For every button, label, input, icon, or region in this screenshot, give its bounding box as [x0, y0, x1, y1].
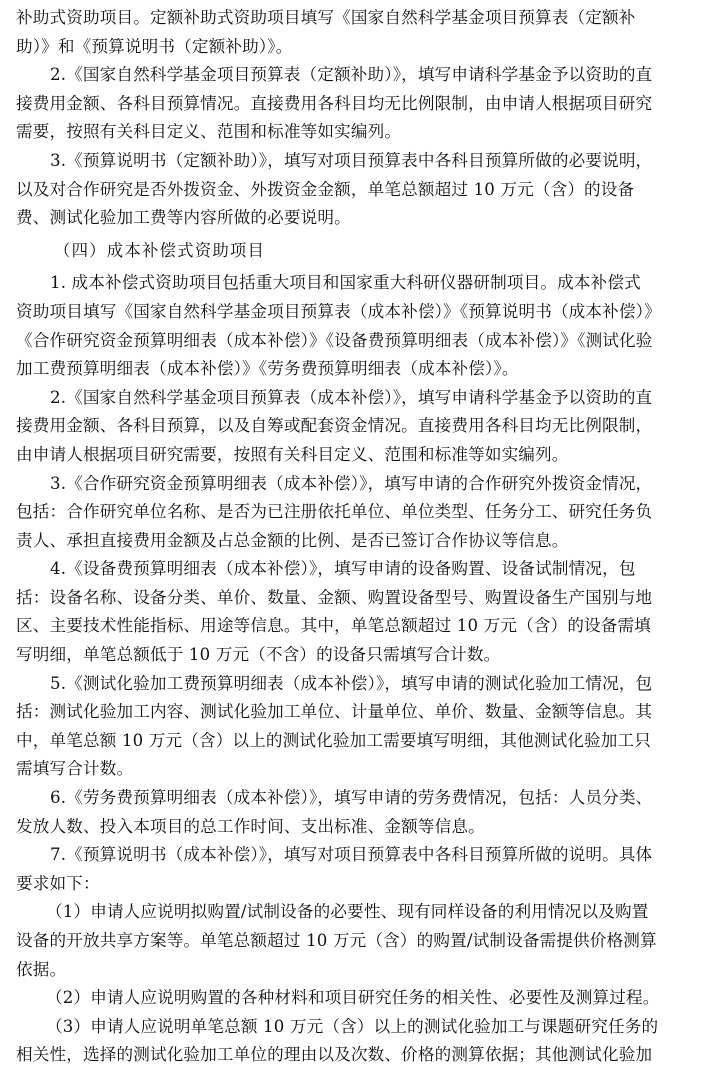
text-line: 助）》和《预算说明书（定额补助）》。 — [16, 36, 293, 56]
text-line: 《合作研究资金预算明细表（成本补偿）》《设备费预算明细表（成本补偿）》《测试化验 — [16, 330, 653, 350]
text-line: 资助项目填写《国家自然科学基金项目预算表（成本补偿）》《预算说明书（成本补偿）》 — [16, 301, 661, 321]
sub-item-2-line: （2）申请人应说明购置的各种材料和项目研究任务的相关性、必要性及测算过程。 — [46, 988, 660, 1008]
sub-item-3-line: （3）申请人应说明单笔总额 10 万元（含）以上的测试化验加工与课题研究任务的 — [46, 1016, 659, 1036]
sub-item-1-line: （1）申请人应说明拟购置/试制设备的必要性、现有同样设备的利用情况以及购置 — [46, 902, 649, 922]
text-line: 接费用金额、各科目预算，以及自筹或配套资金情况。直接费用各科目均无比例限制， — [16, 416, 653, 436]
section-heading: （四）成本补偿式资助项目 — [54, 240, 266, 260]
paragraph-2-line: 2.《国家自然科学基金项目预算表（定额补助）》，填写申请科学基金予以资助的直 — [50, 65, 653, 85]
text-line: 中，单笔总额 10 万元（含）以上的测试化验加工需要填写明细，其他测试化验加工只 — [16, 730, 652, 750]
paragraph-1-line: 1. 成本补偿式资助项目包括重大项目和国家重大科研仪器研制项目。成本补偿式 — [50, 273, 641, 293]
text-line: 需填写合计数。 — [16, 759, 134, 779]
text-line: 设备的开放共享方案等。单笔总额超过 10 万元（含）的购置/试制设备需提供价格测算 — [16, 931, 657, 950]
text-line: 补助式资助项目。定额补助式资助项目填写《国家自然科学基金项目预算表（定额补 — [16, 8, 636, 27]
text-line: 责人、承担直接费用金额及占总金额的比例、是否已签订合作协议等信息。 — [16, 530, 569, 550]
paragraph-4-line: 4.《设备费预算明细表（成本补偿）》，填写申请的设备购置、设备试制情况，包 — [50, 559, 636, 579]
document-page — [16, 4, 706, 1070]
paragraph-7-line: 7.《预算说明书（成本补偿）》，填写对项目预算表中各科目预算所做的说明。具体 — [50, 845, 653, 865]
paragraph-5-line: 5.《测试化验加工费预算明细表（成本补偿）》，填写申请的测试化验加工情况，包 — [50, 673, 653, 693]
text-line: 括：测试化验加工内容、测试化验加工单位、计量单位、单价、数量、金额等信息。其 — [16, 702, 653, 722]
paragraph-6-line: 6.《劳务费预算明细表（成本补偿）》，填写申请的劳务费情况，包括：人员分类、 — [50, 788, 653, 808]
text-line: 费、测试化验加工费等内容所做的必要说明。 — [16, 208, 351, 228]
text-line: 由申请人根据项目研究需要，按照有关科目定义、范围和标准等如实编列。 — [16, 444, 569, 464]
text-line: 相关性，选择的测试化验加工单位的理由以及次数、价格的测算依据；其他测试化验加 — [16, 1045, 653, 1065]
text-line: 依据。 — [16, 959, 67, 979]
text-line: 区、主要技术性能指标、用途等信息。其中，单笔总额超过 10 万元（含）的设备需填 — [16, 616, 652, 636]
paragraph-3-line: 3.《合作研究资金预算明细表（成本补偿）》，填写申请的合作研究外拨资金情况， — [50, 473, 653, 493]
text-line: 写明细，单笔总额低于 10 万元（不含）的设备只需填写合计数。 — [16, 645, 501, 665]
text-line: 加工费预算明细表（成本补偿）》《劳务费预算明细表（成本补偿）》。 — [16, 359, 519, 379]
text-line: 需要，按照有关科目定义、范围和标准等如实编列。 — [16, 122, 402, 142]
paragraph-2-line: 2.《国家自然科学基金项目预算表（成本补偿）》，填写申请科学基金予以资助的直 — [50, 387, 653, 407]
text-line: 要求如下： — [16, 873, 100, 893]
text-line: 括：设备名称、设备分类、单价、数量、金额、购置设备型号、购置设备生产国别与地 — [16, 587, 653, 607]
paragraph-3-line: 3.《预算说明书（定额补助）》，填写对项目预算表中各科目预算所做的必要说明， — [50, 150, 653, 170]
text-line: 包括：合作研究单位名称、是否为已注册依托单位、单位类型、任务分工、研究任务负 — [16, 502, 653, 522]
text-line: 以及对合作研究是否外拨资金、外拨资金金额，单笔总额超过 10 万元（含）的设备 — [16, 179, 635, 199]
text-line: 发放人数、投入本项目的总工作时间、支出标准、金额等信息。 — [16, 816, 485, 836]
text-line: 接费用金额、各科目预算情况。直接费用各科目均无比例限制，由申请人根据项目研究 — [16, 93, 653, 113]
